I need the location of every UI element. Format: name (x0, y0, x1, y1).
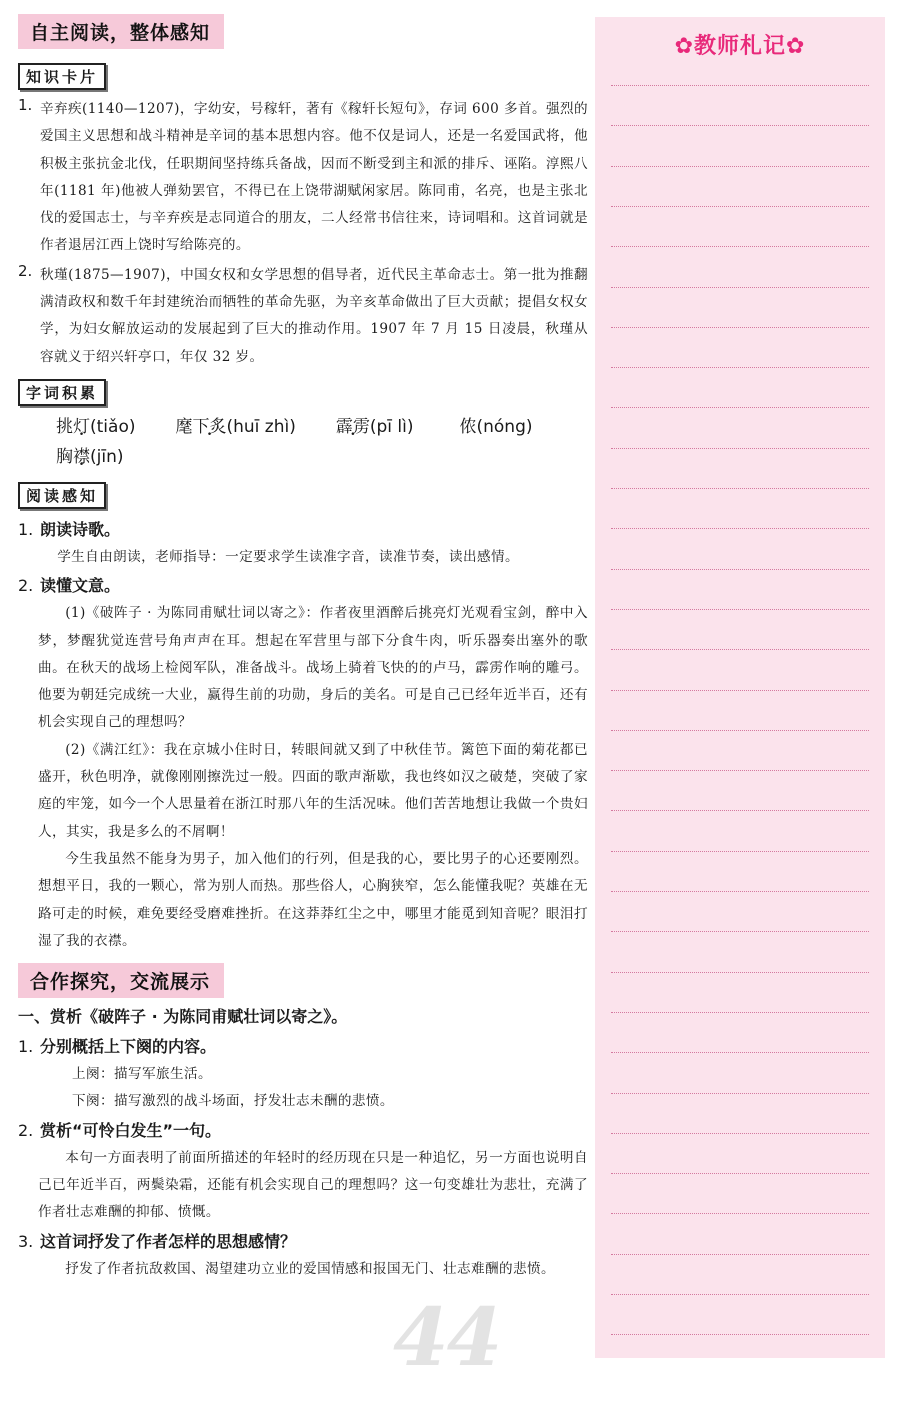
knowledge-card-tag: 知识卡片 (18, 63, 106, 90)
note-line (611, 287, 869, 288)
note-line (611, 1012, 869, 1013)
answer-paragraph: 抒发了作者抗敌救国、渴望建功立业的爱国情感和报国无门、壮志难酬的悲愤。 (65, 1260, 555, 1277)
note-line (611, 166, 869, 167)
note-line (611, 488, 869, 489)
note-line (611, 770, 869, 771)
vocabulary-tag: 字词积累 (18, 379, 106, 406)
note-line (611, 206, 869, 207)
note-line (611, 528, 869, 529)
reading-paragraph: (2)《满江红》：我在京城小住时日，转眼间就又到了中秋佳节。篱笆下面的菊花都已盛开，秋色明净，就像刚刚擦洗过一般。四面的歌声渐歇，我也终如汉之破楚，突破了家庭的牢笼，如今一个人思量着在浙江时那八年的生活况味。他们苦苦地想让我做一个贵妇人，其实，我是多么的不屑啊！ (38, 741, 588, 840)
note-line (611, 851, 869, 852)
vocabulary-word: 挑灯(tiǎo) (56, 416, 136, 437)
reading-heading: 1. 朗读诗歌。 (18, 519, 121, 539)
note-line (611, 1213, 869, 1214)
vocabulary-word: 胸襟(jīn) (56, 446, 124, 467)
teacher-notes-panel (595, 17, 885, 1358)
vocabulary-word: 侬(nóng) (459, 416, 533, 437)
question-heading: 2. 赏析“可怜白发生”一句。 (18, 1120, 222, 1140)
note-line (611, 367, 869, 368)
knowledge-text: 辛弃疾(1140—1207)，字幼安，号稼轩，著有《稼轩长短句》，存词 600 多首。强烈的爱国主义思想和战斗精神是辛词的基本思想内容。他不仅是词人，还是一名爱国武将，他积极主张抗金北伐，任职期间坚持练兵备战，因而不断受到主和派的排斥、诬陷。淳熙八年(1181 年)他被人弹劾罢官，不得已在上饶带湖赋闲家居。陈同甫，名亮，也是主张北伐的爱国志士，与辛弃疾是志同道合的朋友，二人经常书信往来，诗词唱和。这首词就是作者退居江西上饶时写给陈亮的。 (40, 101, 588, 254)
note-line (611, 730, 869, 731)
note-line (611, 246, 869, 247)
answer-paragraph: 上阕：描写军旅生活。 (72, 1066, 212, 1083)
page-number: 44 (393, 1290, 501, 1384)
question-heading: 3. 这首词抒发了作者怎样的思想感情？ (18, 1231, 297, 1251)
vocabulary-word: 霹雳(pī lì) (335, 416, 414, 437)
teacher-notes-title: ✿教师札记✿ (674, 34, 806, 59)
knowledge-item: 1. 辛弃疾(1140—1207)，字幼安，号稼轩，著有《稼轩长短句》，存词 600 多首。强烈的爱国主义思想和战斗精神是辛词的基本思想内容。他不仅是词人，还是一名爱国武将，他积极主张抗金北伐，任职期间坚持练兵备战，因而不断受到主和派的排斥、诬陷。淳熙八年(1181 年)他被人弹劾罢官，不得已在上饶带湖赋闲家居。陈同甫，名亮，也是主张北伐的爱国志士，与辛弃疾是志同道合的朋友，二人经常书信往来，诗词唱和。这首词就是作者退居江西上饶时写给陈亮的。 (18, 96, 588, 260)
note-line (611, 85, 869, 86)
note-line (611, 125, 869, 126)
section-title: 自主阅读，整体感知 (18, 14, 224, 49)
main-column (18, 14, 588, 1283)
vocabulary-list (56, 412, 588, 472)
note-line (611, 448, 869, 449)
vocabulary-word: 麾下炙(huī zhì) (175, 416, 296, 437)
answer-paragraph: 下阕：描写激烈的战斗场面，抒发壮志未酬的悲愤。 (72, 1093, 394, 1110)
answer-paragraph: 本句一方面表明了前面所描述的年轻时的经历现在只是一种追忆，另一方面也说明自己已年近半百，两鬓染霜，还能有机会实现自己的理想吗？这一句变雄壮为悲壮，充满了作者壮志难酬的抑郁、愤慨。 (38, 1149, 588, 1221)
note-line (611, 1173, 869, 1174)
reading-paragraph: 今生我虽然不能身为男子，加入他们的行列，但是我的心，要比男子的心还要刚烈。想想平日，我的一颗心，常为别人而热。那些俗人，心胸狭窄，怎么能懂我呢？英雄在无路可走的时候，难免要经受磨难挫折。在这莽莽红尘之中，哪里才能觅到知音呢？眼泪打湿了我的衣襟。 (38, 850, 588, 949)
note-line (611, 972, 869, 973)
note-line (611, 1334, 869, 1335)
reading-tag: 阅读感知 (18, 482, 106, 509)
note-line (611, 407, 869, 408)
question-heading: 1. 分别概括上下阕的内容。 (18, 1037, 217, 1057)
part-heading: 一、赏析《破阵子 · 为陈同甫赋壮词以寄之》。 (18, 1007, 348, 1027)
note-line (611, 810, 869, 811)
reading-heading: 2. 读懂文意。 (18, 576, 121, 596)
knowledge-text: 秋瑾(1875—1907)，中国女权和女学思想的倡导者，近代民主革命志士。第一批为推翻满清政权和数千年封建统治而牺牲的革命先驱，为辛亥革命做出了巨大贡献；提倡女权女学，为妇女解放运动的发展起到了巨大的推动作用。1907 年 7 月 15 日凌晨，秋瑾从容就义于绍兴轩亭口，年仅 32 岁。 (40, 266, 588, 365)
note-line (611, 690, 869, 691)
note-line (611, 609, 869, 610)
note-line (611, 649, 869, 650)
note-line (611, 1093, 869, 1094)
note-line (611, 931, 869, 932)
note-line (611, 1294, 869, 1295)
note-line (611, 1254, 869, 1255)
note-line (611, 1133, 869, 1134)
note-line (611, 569, 869, 570)
reading-paragraph: 学生自由朗读，老师指导：一定要求学生读准字音，读准节奏，读出感情。 (57, 548, 519, 565)
reading-paragraph: (1)《破阵子 · 为陈同甫赋壮词以寄之》：作者夜里酒醉后挑亮灯光观看宝剑，醉中入梦，梦醒犹觉连营号角声声在耳。想起在军营里与部下分食牛肉，听乐器奏出塞外的歌曲。在秋天的战场上检阅军队，准备战斗。战场上骑着飞快的的卢马，霹雳作响的雕弓。他要为朝廷完成统一大业，赢得生前的功勋，身后的美名。可是自己已经年近半百，还有机会实现自己的理想吗？ (38, 605, 588, 731)
section-title: 合作探究，交流展示 (18, 963, 224, 998)
note-line (611, 327, 869, 328)
knowledge-item: 2. 秋瑾(1875—1907)，中国女权和女学思想的倡导者，近代民主革命志士。第一批为推翻满清政权和数千年封建统治而牺牲的革命先驱，为辛亥革命做出了巨大贡献；提倡女权女学，为妇女解放运动的发展起到了巨大的推动作用。1907 年 7 月 15 日凌晨，秋瑾从容就义于绍兴轩亭口，年仅 32 岁。 (18, 262, 588, 371)
note-line (611, 1052, 869, 1053)
note-line (611, 891, 869, 892)
